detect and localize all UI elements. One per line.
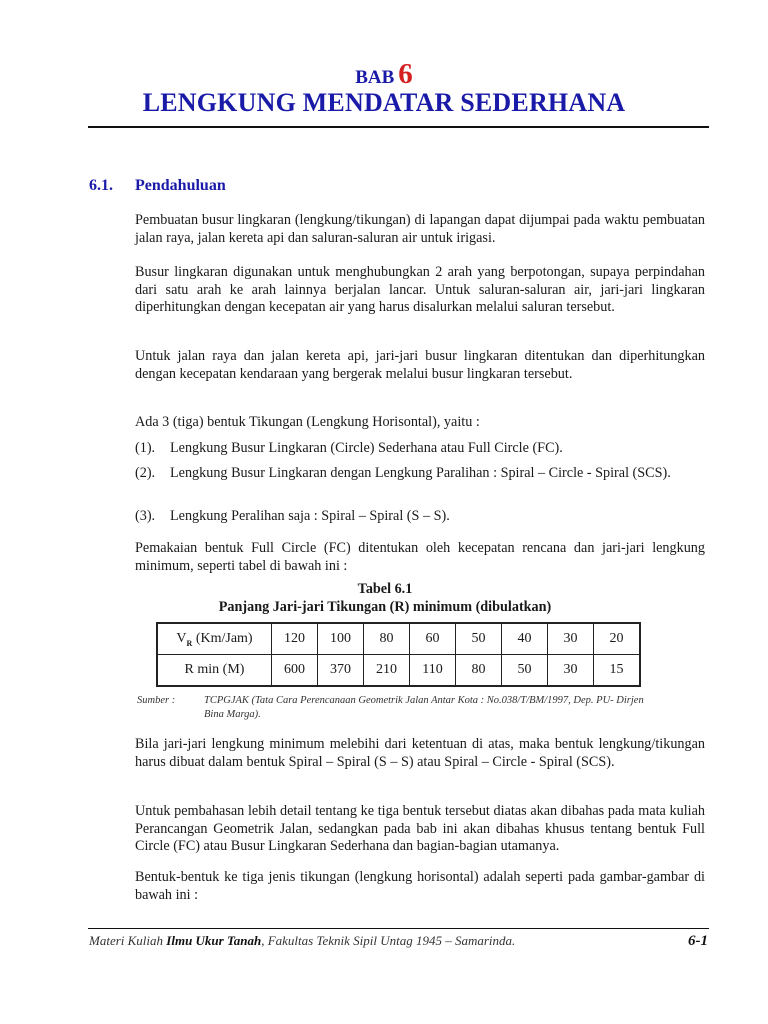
footer-course: Ilmu Ukur Tanah [166, 933, 262, 948]
source-line-2: Bina Marga). [204, 709, 261, 720]
table-row-header-radius: R min (M) [157, 655, 272, 687]
table-cell: 50 [456, 623, 502, 655]
table-cell: 60 [410, 623, 456, 655]
table-cell: 40 [502, 623, 548, 655]
list-item [135, 440, 705, 458]
section-title: Pendahuluan [135, 177, 226, 194]
chapter-title: LENGKUNG MENDATAR SEDERHANA [142, 88, 626, 117]
chapter-label [0, 58, 768, 91]
paragraph-7: Untuk pembahasan lebih detail tentang ke tiga bentuk tersebut diatas akan dibahas pada mata kuliah Perancangan Geometrik Jalan, sedangkan pada bab ini akan dibahas khusus tentang bentuk Full Circle (FC) atau Busur Lingkaran Sederhana dan bagian-bagian utamanya. [135, 803, 705, 854]
table-cell: 50 [502, 655, 548, 687]
bab-number: 6 [398, 58, 413, 90]
table-cell: 30 [548, 655, 594, 687]
table-cell: 30 [548, 623, 594, 655]
paragraph-6: Bila jari-jari lengkung minimum melebihi dari ketentuan di atas, maka bentuk lengkung/tikungan harus dibuat dalam bentuk Spiral – Spiral (S – S) atau Spiral – Circle - Spiral (SCS). [135, 736, 705, 770]
page-footer [89, 933, 708, 949]
table-source [137, 694, 707, 722]
table-cell: 600 [272, 655, 318, 687]
source-label: Sumber : [137, 695, 176, 706]
speed-unit: (Km/Jam) [192, 630, 253, 646]
footer-prefix: Materi Kuliah [89, 933, 167, 948]
section-heading [89, 177, 226, 195]
table-cell: 80 [456, 655, 502, 687]
speed-symbol: V [176, 630, 187, 646]
table-row-header-speed [157, 623, 272, 655]
paragraph-4: Ada 3 (tiga) bentuk Tikungan (Lengkung Horisontal), yaitu : [135, 414, 480, 430]
table-caption-number: Tabel 6.1 [357, 581, 413, 597]
list-item [135, 465, 705, 483]
list-item [135, 508, 705, 526]
table-row [157, 623, 640, 655]
table-cell: 15 [594, 655, 641, 687]
section-number: 6.1. [89, 177, 113, 194]
page-number: 6-1 [688, 933, 708, 949]
speed-subscript: R [186, 638, 193, 648]
radius-table [156, 622, 641, 687]
table-cell: 210 [364, 655, 410, 687]
bab-word: BAB [355, 67, 395, 88]
footer-divider [88, 928, 709, 929]
table-caption-title: Panjang Jari-jari Tikungan (R) minimum (dibulatkan) [218, 599, 552, 615]
paragraph-2: Busur lingkaran digunakan untuk menghubungkan 2 arah yang berpotongan, supaya perpindahan dari satu arah ke arah lainnya berjalan lancar. Untuk saluran-saluran air, jari-jari lingkaran diperhitungkan dengan kecepatan air yang harus disalurkan melalui saluran tersebut. [135, 264, 705, 315]
table-cell: 100 [318, 623, 364, 655]
table-cell: 20 [594, 623, 641, 655]
paragraph-1: Pembuatan busur lingkaran (lengkung/tikungan) di lapangan dapat dijumpai pada waktu pembuatan jalan raya, jalan kereta api dan saluran-saluran air untuk irigasi. [135, 212, 705, 246]
list-text: Lengkung Busur Lingkaran (Circle) Sederhana atau Full Circle (FC). [170, 440, 563, 456]
table-row [157, 655, 640, 687]
table-cell: 370 [318, 655, 364, 687]
source-line-1: TCPGJAK (Tata Cara Perencanaan Geometrik Jalan Antar Kota : No.038/T/BM/1997, Dep. PU- Dirjen [204, 695, 644, 706]
table-cell: 110 [410, 655, 456, 687]
list-text: Lengkung Busur Lingkaran dengan Lengkung Paralihan : Spiral – Circle - Spiral (SCS). [170, 465, 671, 481]
list-text: Lengkung Peralihan saja : Spiral – Spiral (S – S). [170, 508, 450, 524]
paragraph-8: Bentuk-bentuk ke tiga jenis tikungan (lengkung horisontal) adalah seperti pada gambar-gambar di bawah ini : [135, 869, 705, 903]
paragraph-5: Pemakaian bentuk Full Circle (FC) ditentukan oleh kecepatan rencana dan jari-jari lengkung minimum, seperti tabel di bawah ini : [135, 540, 705, 574]
list-number: (1). [135, 440, 156, 456]
header-divider [88, 126, 709, 128]
table-cell: 80 [364, 623, 410, 655]
paragraph-3: Untuk jalan raya dan jalan kereta api, jari-jari busur lingkaran ditentukan dan diperhitungkan dengan kecepatan kendaraan yang bergerak melalui busur lingkaran tersebut. [135, 348, 705, 382]
list-number: (3). [135, 508, 156, 524]
footer-suffix: , Fakultas Teknik Sipil Untag 1945 – Samarinda. [261, 933, 516, 948]
table-cell: 120 [272, 623, 318, 655]
list-number: (2). [135, 465, 156, 481]
